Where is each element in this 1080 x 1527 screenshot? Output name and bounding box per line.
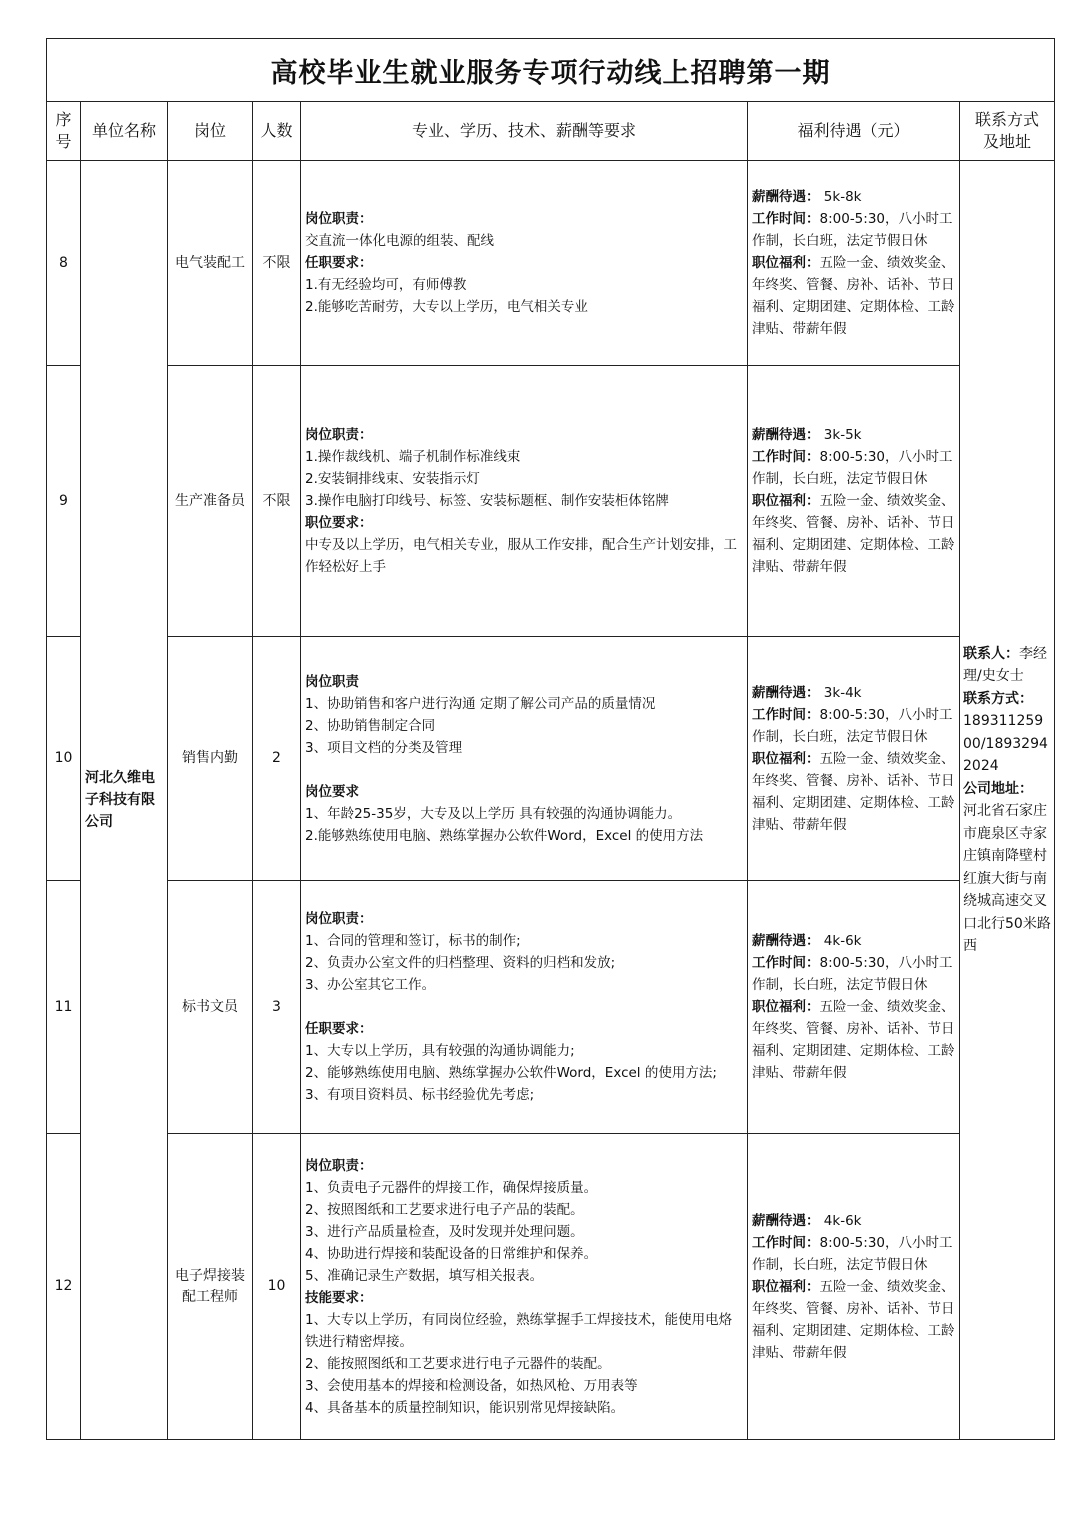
duty-line: 4、协助进行焊接和装配设备的日常维护和保养。 xyxy=(305,1245,598,1262)
salary-label: 薪酬待遇： xyxy=(752,684,820,701)
duty-line: 3、项目文档的分类及管理 xyxy=(305,739,463,756)
header-seq: 序号 xyxy=(47,102,81,161)
req-line: 3、有项目资料员、标书经验优先考虑; xyxy=(305,1087,535,1103)
salary-label: 薪酬待遇： xyxy=(752,189,820,205)
duty-line: 交直流一体化电源的组装、配线 xyxy=(305,233,494,249)
duty-title: 岗位职责 xyxy=(305,673,359,690)
hours-label: 工作时间： xyxy=(752,211,820,227)
duty-line: 1、协助销售和客户进行沟通 定期了解公司产品的质量情况 xyxy=(305,695,656,712)
hours-label: 工作时间： xyxy=(752,706,820,723)
contact-address: 河北省石家庄市鹿泉区寺家庄镇南降壁村红旗大街与南绕城高速交叉口北行50米路西 xyxy=(963,803,1051,954)
header-row xyxy=(47,102,1055,161)
req-line: 2、能够熟练使用电脑、熟练掌握办公软件Word，Excel 的使用方法; xyxy=(305,1065,717,1081)
req-title: 技能要求： xyxy=(305,1289,373,1306)
salary-value: 5k-8k xyxy=(819,189,862,205)
row-seq: 8 xyxy=(47,161,81,366)
req-title: 任职要求： xyxy=(305,255,373,271)
contact-info xyxy=(960,161,1055,1440)
row-count: 2 xyxy=(253,637,301,881)
row-position: 销售内勤 xyxy=(168,637,253,881)
welfare-label: 职位福利： xyxy=(752,255,820,271)
contact-person: 李经理/史女士 xyxy=(963,645,1047,684)
row-seq: 12 xyxy=(47,1134,81,1440)
welfare-value: 五险一金、绩效奖金、年终奖、管餐、房补、话补、节日福利、定期团建、定期体检、工龄津贴、带薪年假 xyxy=(752,999,955,1081)
row-position: 生产准备员 xyxy=(168,366,253,637)
row-requirements xyxy=(301,637,748,881)
welfare-label: 职位福利： xyxy=(752,999,820,1015)
req-line: 2.能够吃苦耐劳，大专以上学历，电气相关专业 xyxy=(305,299,588,315)
salary-value: 3k-4k xyxy=(819,684,862,701)
req-line: 1、大专以上学历，具有较强的沟通协调能力; xyxy=(305,1043,575,1059)
duty-title: 岗位职责： xyxy=(305,211,373,227)
duty-line: 1.操作裁线机、端子机制作标准线束 xyxy=(305,449,521,465)
req-line: 1、大专以上学历，有同岗位经验，熟练掌握手工焊接技术，能使用电烙铁进行精密焊接。 xyxy=(305,1311,733,1350)
header-contact: 联系方式及地址 xyxy=(960,102,1055,161)
row-position: 电气装配工 xyxy=(168,161,253,366)
row-benefits xyxy=(748,637,960,881)
hours-value: 8:00-5:30，八小时工作制，长白班，法定节假日休 xyxy=(752,955,953,993)
contact-address-label: 公司地址： xyxy=(963,780,1033,797)
row-requirements xyxy=(301,161,748,366)
company-name: 河北久维电子科技有限公司 xyxy=(81,161,168,1440)
duty-line: 3.操作电脑打印线号、标签、安装标题框、制作安装柜体铭牌 xyxy=(305,493,669,509)
contact-person-label: 联系人： xyxy=(963,645,1019,662)
duty-title: 岗位职责： xyxy=(305,911,373,927)
req-line: 中专及以上学历，电气相关专业，服从工作安排，配合生产计划安排，工作轻松好上手 xyxy=(305,537,737,575)
header-requirements: 专业、学历、技术、薪酬等要求 xyxy=(301,102,748,161)
welfare-value: 五险一金、绩效奖金、年终奖、管餐、房补、话补、节日福利、定期团建、定期体检、工龄津贴、带薪年假 xyxy=(752,493,955,575)
row-seq: 10 xyxy=(47,637,81,881)
table-row xyxy=(47,637,1055,881)
recruitment-table xyxy=(46,38,1055,1440)
header-benefits: 福利待遇（元） xyxy=(748,102,960,161)
header-company: 单位名称 xyxy=(81,102,168,161)
duty-line: 1、合同的管理和签订，标书的制作; xyxy=(305,933,521,949)
duty-line: 1、负责电子元器件的焊接工作，确保焊接质量。 xyxy=(305,1179,598,1196)
hours-label: 工作时间： xyxy=(752,1234,820,1251)
welfare-label: 职位福利： xyxy=(752,750,820,767)
hours-label: 工作时间： xyxy=(752,449,820,465)
contact-phone: 18931125900/18932942024 xyxy=(963,713,1048,774)
req-line: 3、会使用基本的焊接和检测设备，如热风枪、万用表等 xyxy=(305,1377,638,1394)
contact-phone-label: 联系方式： xyxy=(963,690,1033,707)
recruitment-sheet xyxy=(46,38,1054,1440)
welfare-value: 五险一金、绩效奖金、年终奖、管餐、房补、话补、节日福利、定期团建、定期体检、工龄津贴、带薪年假 xyxy=(752,1278,955,1361)
header-position: 岗位 xyxy=(168,102,253,161)
row-position: 标书文员 xyxy=(168,881,253,1134)
req-line: 2.能够熟练使用电脑、熟练掌握办公软件Word，Excel 的使用方法 xyxy=(305,827,704,844)
welfare-value: 五险一金、绩效奖金、年终奖、管餐、房补、话补、节日福利、定期团建、定期体检、工龄津贴、带薪年假 xyxy=(752,255,955,337)
req-line: 4、具备基本的质量控制知识，能识别常见焊接缺陷。 xyxy=(305,1399,625,1416)
row-requirements xyxy=(301,881,748,1134)
hours-value: 8:00-5:30，八小时工作制，长白班，法定节假日休 xyxy=(752,706,953,745)
duty-line: 2、协助销售制定合同 xyxy=(305,717,436,734)
row-count: 不限 xyxy=(253,161,301,366)
req-title: 岗位要求 xyxy=(305,783,359,800)
duty-line: 2.安装铜排线束、安装指示灯 xyxy=(305,471,480,487)
hours-value: 8:00-5:30，八小时工作制，长白班，法定节假日休 xyxy=(752,211,953,249)
row-count: 10 xyxy=(253,1134,301,1440)
req-line: 1、年龄25-35岁，大专及以上学历 具有较强的沟通协调能力。 xyxy=(305,805,682,822)
duty-title: 岗位职责： xyxy=(305,427,373,443)
salary-label: 薪酬待遇： xyxy=(752,933,820,949)
req-title: 职位要求： xyxy=(305,515,373,531)
req-line: 2、能按照图纸和工艺要求进行电子元器件的装配。 xyxy=(305,1355,611,1372)
table-row xyxy=(47,366,1055,637)
duty-line: 2、负责办公室文件的归档整理、资料的归档和发放; xyxy=(305,955,616,971)
table-row xyxy=(47,161,1055,366)
req-title: 任职要求： xyxy=(305,1021,373,1037)
hours-value: 8:00-5:30，八小时工作制，长白班，法定节假日休 xyxy=(752,449,953,487)
salary-value: 3k-5k xyxy=(819,427,862,443)
duty-title: 岗位职责： xyxy=(305,1157,373,1174)
req-line: 1.有无经验均可，有师傅教 xyxy=(305,277,467,293)
row-benefits xyxy=(748,161,960,366)
table-row xyxy=(47,1134,1055,1440)
row-seq: 11 xyxy=(47,881,81,1134)
hours-label: 工作时间： xyxy=(752,955,820,971)
welfare-value: 五险一金、绩效奖金、年终奖、管餐、房补、话补、节日福利、定期团建、定期体检、工龄津贴、带薪年假 xyxy=(752,750,955,833)
welfare-label: 职位福利： xyxy=(752,493,820,509)
duty-line: 5、准确记录生产数据，填写相关报表。 xyxy=(305,1267,544,1284)
hours-value: 8:00-5:30，八小时工作制，长白班，法定节假日休 xyxy=(752,1234,953,1273)
row-benefits xyxy=(748,881,960,1134)
row-benefits xyxy=(748,366,960,637)
salary-value: 4k-6k xyxy=(819,933,862,949)
duty-line: 3、办公室其它工作。 xyxy=(305,977,436,993)
row-position: 电子焊接装配工程师 xyxy=(168,1134,253,1440)
row-count: 3 xyxy=(253,881,301,1134)
table-row xyxy=(47,881,1055,1134)
welfare-label: 职位福利： xyxy=(752,1278,820,1295)
salary-label: 薪酬待遇： xyxy=(752,1212,820,1229)
duty-line: 2、按照图纸和工艺要求进行电子产品的装配。 xyxy=(305,1201,584,1218)
salary-label: 薪酬待遇： xyxy=(752,427,820,443)
row-count: 不限 xyxy=(253,366,301,637)
header-count: 人数 xyxy=(253,102,301,161)
row-seq: 9 xyxy=(47,366,81,637)
row-requirements xyxy=(301,366,748,637)
row-benefits xyxy=(748,1134,960,1440)
row-requirements xyxy=(301,1134,748,1440)
salary-value: 4k-6k xyxy=(819,1212,862,1229)
page-title: 高校毕业生就业服务专项行动线上招聘第一期 xyxy=(47,39,1055,102)
duty-line: 3、进行产品质量检查，及时发现并处理问题。 xyxy=(305,1223,584,1240)
